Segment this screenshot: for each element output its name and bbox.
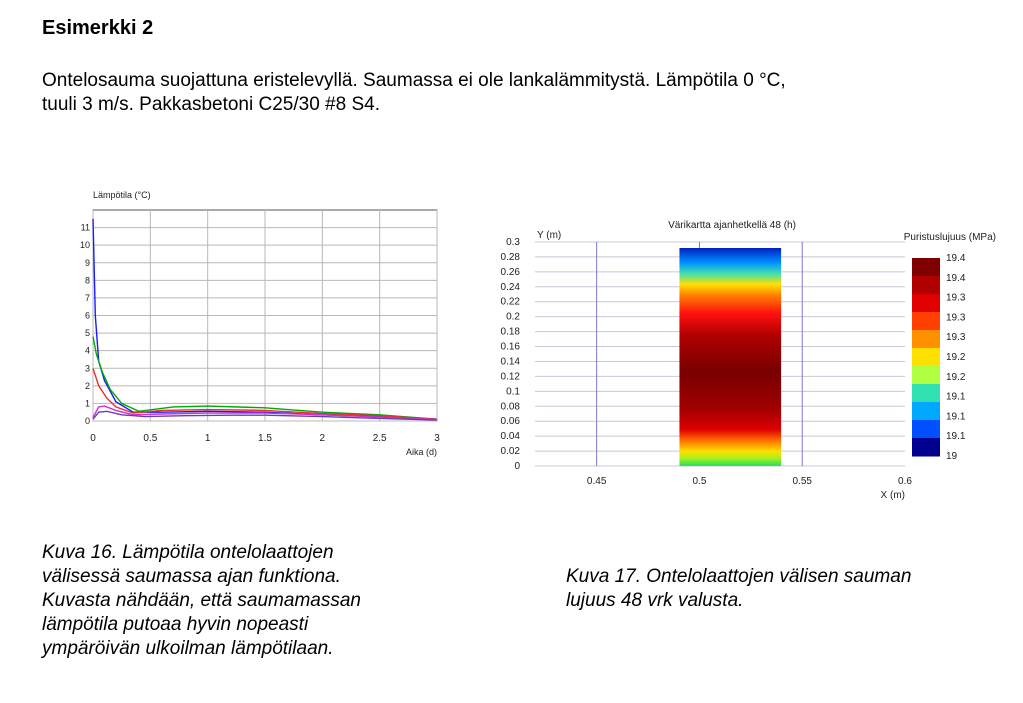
y-tick-label: 0.3	[506, 237, 520, 248]
colorbar-label: 19.4	[946, 272, 966, 284]
y-tick-label: 6	[84, 310, 90, 321]
colorbar-segment	[912, 366, 940, 385]
colorbar-segment	[912, 258, 940, 277]
y-tick-label: 0.08	[500, 401, 520, 413]
colorbar-segment	[912, 420, 940, 439]
caption-line: välisessä saumassa ajan funktiona.	[42, 566, 341, 587]
y-tick-label: 4	[84, 345, 90, 356]
colorbar-segment	[912, 384, 940, 403]
colorbar-label: 19.3	[946, 312, 966, 324]
y-tick-label: 0.2	[506, 311, 520, 323]
x-tick-label: 0.6	[898, 476, 912, 487]
colorbar-label: 19	[946, 451, 958, 462]
y-tick-label: 7	[84, 292, 90, 303]
intro-line: Ontelosauma suojattuna eristelevyllä. Saumassa ei ole lankalämmitystä. Lämpötila 0 °C,	[42, 70, 786, 91]
colorbar-label: 19.2	[946, 371, 966, 383]
x-tick-label: 2.5	[372, 433, 387, 444]
y-tick-label: 8	[84, 275, 90, 286]
y-tick-label: 0	[84, 416, 90, 426]
x-tick-label: 1.5	[258, 433, 272, 444]
colorbar-segment	[912, 402, 940, 421]
y-tick-label: 0.26	[500, 266, 520, 278]
y-tick-label: 0.18	[500, 326, 520, 338]
x-axis-label: X (m)	[880, 490, 905, 501]
y-tick-label: 3	[84, 363, 90, 374]
y-tick-label: 2	[84, 380, 90, 391]
y-tick-label: 0.06	[500, 416, 520, 428]
y-tick-label: 0	[514, 461, 520, 472]
y-tick-label: 0.22	[500, 296, 520, 308]
colorbar-segment	[912, 294, 940, 313]
y-tick-label: 0.24	[500, 281, 520, 293]
y-tick-label: 0.14	[500, 356, 520, 368]
y-tick-label: 10	[79, 240, 90, 251]
caption-line: lämpötila putoaa hyvin nopeasti	[42, 614, 309, 635]
colorbar-segment	[912, 438, 940, 457]
page-heading: Esimerkki 2	[42, 17, 154, 39]
x-tick-label: 0.55	[792, 476, 812, 487]
caption-line: Kuvasta nähdään, että saumamassan	[42, 590, 361, 611]
y-axis-label: Y (m)	[537, 230, 562, 241]
x-tick-label: 0.45	[586, 476, 607, 487]
y-axis-label: Lämpötila (°C)	[93, 190, 151, 200]
y-tick-label: 11	[80, 222, 90, 233]
colorbar-segment	[912, 348, 940, 367]
colorbar-segment	[912, 276, 940, 295]
colorbar-segment	[912, 312, 940, 331]
intro-line: tuuli 3 m/s. Pakkasbetoni C25/30 #8 S4.	[42, 94, 380, 115]
strength-field	[679, 248, 781, 466]
colorbar-label: 19.3	[946, 292, 966, 304]
caption-line: lujuus 48 vrk valusta.	[566, 590, 744, 611]
colorbar-label: 19.2	[946, 352, 966, 363]
colorbar-segment	[912, 330, 940, 349]
x-tick-label: 2	[319, 433, 326, 444]
x-tick-label: 0.5	[692, 476, 707, 487]
colorbar-label: 19.1	[946, 411, 966, 423]
colorbar-label: 19.1	[946, 431, 966, 443]
x-tick-label: 0.5	[143, 433, 158, 444]
y-tick-label: 0.12	[500, 371, 520, 383]
chart-title: Värikartta ajanhetkellä 48 (h)	[668, 220, 796, 231]
y-tick-label: 5	[84, 328, 90, 339]
y-tick-label: 0.28	[500, 251, 520, 263]
figure-16-caption	[42, 541, 361, 661]
colorbar-label: 19.4	[946, 253, 966, 264]
y-tick-label: 9	[84, 257, 90, 268]
x-axis-label: Aika (d)	[405, 447, 437, 457]
y-tick-label: 0.04	[500, 431, 520, 443]
y-tick-label: 0.16	[500, 341, 520, 353]
y-tick-label: 0.1	[506, 386, 520, 398]
x-tick-label: 3	[434, 433, 440, 444]
figure-17-caption	[566, 565, 911, 613]
colorbar-title: Puristuslujuus (MPa)	[903, 232, 996, 243]
y-tick-label: 1	[84, 398, 90, 409]
caption-line: Kuva 17. Ontelolaattojen välisen sauman	[566, 566, 912, 587]
y-tick-label: 0.02	[500, 446, 520, 458]
caption-line: Kuva 16. Lämpötila ontelolaattojen	[42, 542, 334, 563]
colorbar-label: 19.3	[946, 332, 966, 344]
caption-line: ympäröivän ulkoilman lämpötilaan.	[42, 638, 334, 659]
x-tick-label: 1	[204, 433, 211, 444]
x-tick-label: 0	[90, 433, 96, 444]
colorbar-label: 19.1	[946, 391, 966, 403]
